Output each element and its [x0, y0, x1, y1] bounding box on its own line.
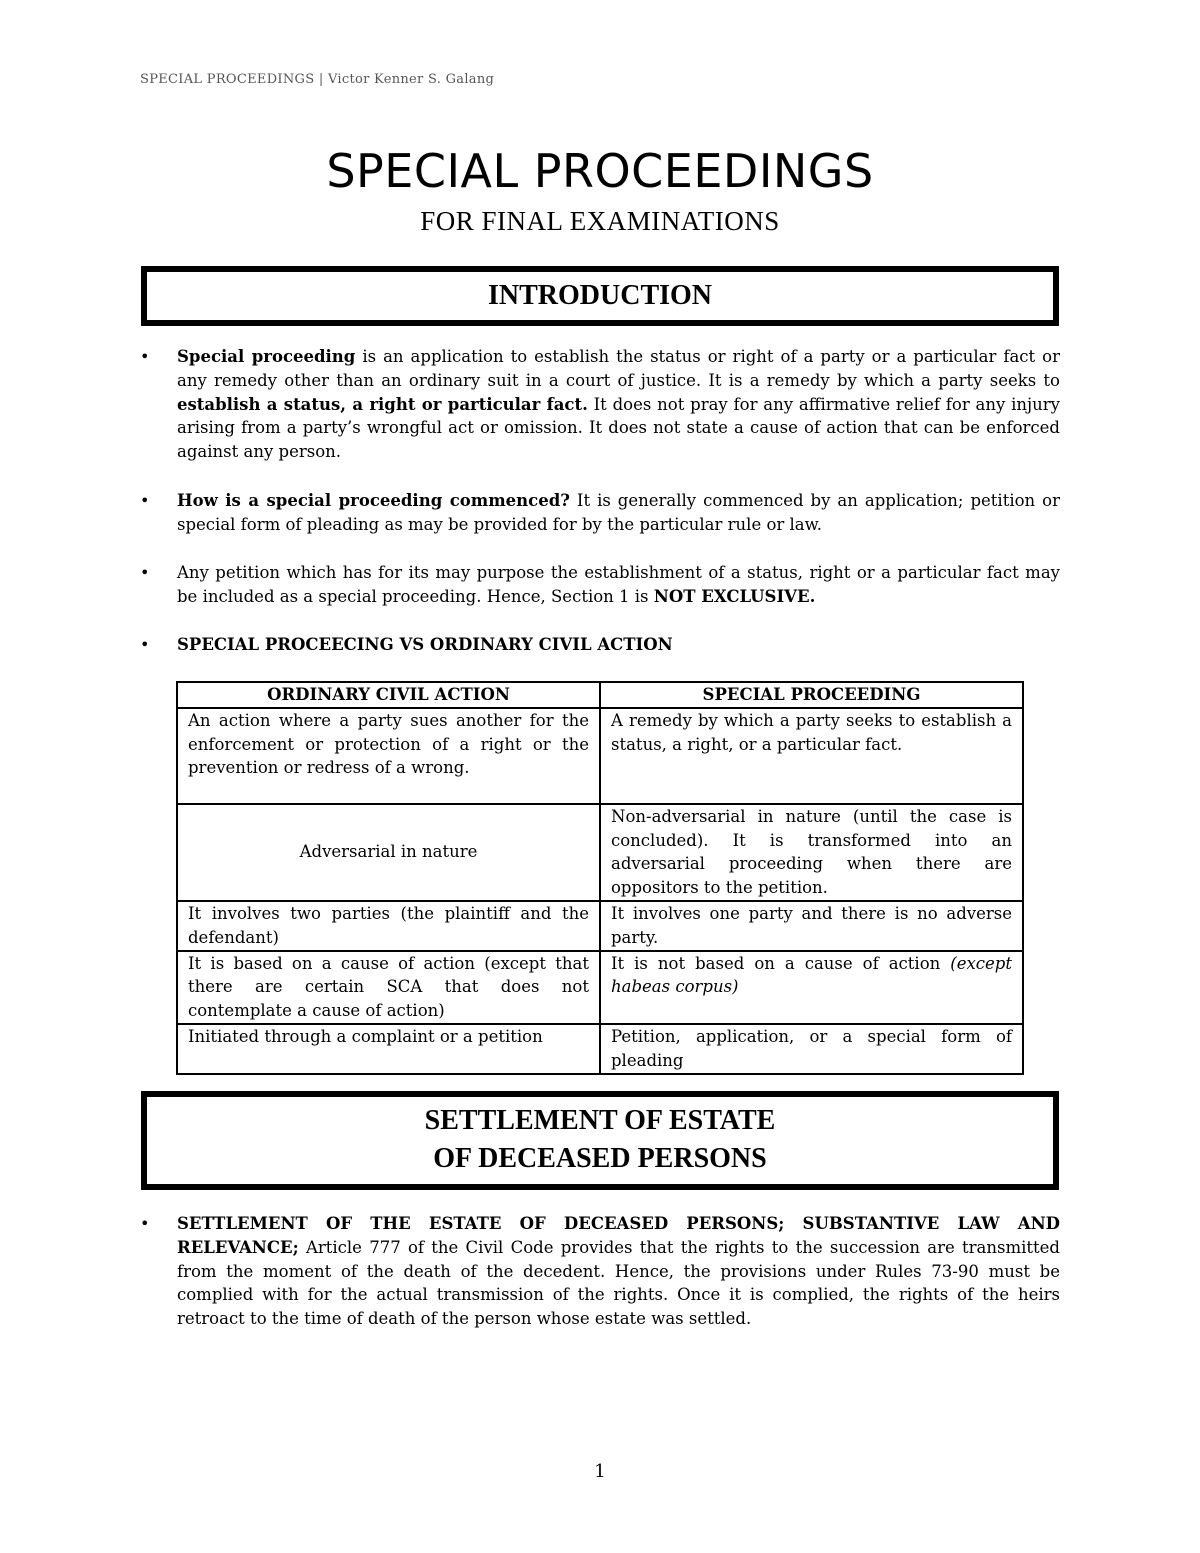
cell-italic-text: (except habeas corpus): [611, 953, 1012, 997]
bullet-text: [177, 345, 1060, 464]
table-header-row: [177, 682, 1023, 708]
section-heading-line: SETTLEMENT OF ESTATE: [424, 1105, 776, 1136]
bullet-marker-icon: •: [140, 347, 150, 366]
bullet-body: Article 777 of the Civil Code provides that the rights to the succession are transmitted from the moment of the death of the decedent. Hence, the provisions under Rules 73-90 must be complied with for the actual transmission of the rights. Once it is complied, the rights of the heirs retroact to the time of death of the person whose estate was settled.: [177, 1237, 1060, 1329]
table-row: [177, 804, 1023, 901]
table-row: [177, 1024, 1023, 1074]
table-cell: Petition, application, or a special form of pleading: [600, 1024, 1023, 1074]
document-title: SPECIAL PROCEEDINGS: [326, 144, 874, 198]
bullet-text: [177, 561, 1060, 609]
bold-term: NOT EXCLUSIVE.: [653, 586, 816, 606]
table-cell: Adversarial in nature: [177, 804, 600, 901]
running-head: SPECIAL PROCEEDINGS | Victor Kenner S. Galang: [140, 72, 495, 87]
bold-term: Special proceeding: [177, 347, 356, 366]
bullet-body: It does not pray for any affirmative relief for any injury arising from a party’s wrongful act or omission. It does not state a cause of action that can be enforced against any person.: [177, 394, 1060, 462]
table-cell: An action where a party sues another for the enforcement or protection of a right or the prevention or redress of a wrong.: [177, 708, 600, 804]
table-cell: It is based on a cause of action (except that there are certain SCA that does not contemplate a cause of action): [177, 951, 600, 1024]
bullet-body: It is generally commenced by an application; petition or special form of pleading as may be provided for by the particular rule or law.: [177, 491, 1060, 534]
table-row: [177, 951, 1023, 1024]
comparison-table: [176, 681, 1024, 1075]
cell-text: It is not based on a cause of action: [611, 953, 951, 973]
table-cell: A remedy by which a party seeks to establish a status, a right, or a particular fact.: [600, 708, 1023, 804]
table-row: [177, 901, 1023, 951]
bullet-body: is an application to establish the status or right of a party or a particular fact or any remedy other than an ordinary suit in a court of justice. It is a remedy by which a party seeks to: [177, 347, 1060, 390]
table-row: [177, 708, 1023, 804]
bullet-body: Any petition which has for its may purpose the establishment of a status, right or a particular fact may be included as a special proceeding. Hence, Section 1 is: [177, 563, 1060, 606]
section-heading-settlement-of-estate: [141, 1091, 1059, 1190]
table-cell: It involves one party and there is no adverse party.: [600, 901, 1023, 951]
bullet-text: [177, 489, 1060, 537]
table-cell: Initiated through a complaint or a petition: [177, 1024, 600, 1074]
bullet-text: [177, 633, 1060, 657]
table-header-cell: ORDINARY CIVIL ACTION: [177, 682, 600, 708]
bullet-marker-icon: •: [140, 563, 150, 582]
bold-term: SPECIAL PROCEECING VS ORDINARY CIVIL ACTION: [177, 635, 673, 654]
bold-term: How is a special proceeding commenced?: [177, 491, 570, 510]
table-cell: [600, 951, 1023, 1024]
document-subtitle: FOR FINAL EXAMINATIONS: [420, 206, 780, 236]
bold-term: establish a status, a right or particular fact.: [177, 394, 588, 414]
page-number: 1: [594, 1461, 606, 1482]
bullet-marker-icon: •: [140, 635, 150, 654]
table-cell: It involves two parties (the plaintiff and the defendant): [177, 901, 600, 951]
bullet-marker-icon: •: [140, 491, 150, 510]
section-heading-introduction: [141, 266, 1059, 326]
bullet-text: [177, 1212, 1060, 1331]
section-heading-line: OF DECEASED PERSONS: [433, 1143, 767, 1174]
bold-term: SETTLEMENT OF THE ESTATE OF DECEASED PERSONS; SUBSTANTIVE LAW AND RELEVANCE;: [177, 1214, 1060, 1257]
bullet-marker-icon: •: [140, 1214, 150, 1233]
table-header-cell: SPECIAL PROCEEDING: [600, 682, 1023, 708]
section-heading-introduction-text: INTRODUCTION: [487, 280, 713, 311]
table-cell: Non-adversarial in nature (until the case is concluded). It is transformed into an adversarial proceeding when there are oppositors to the petition.: [600, 804, 1023, 901]
